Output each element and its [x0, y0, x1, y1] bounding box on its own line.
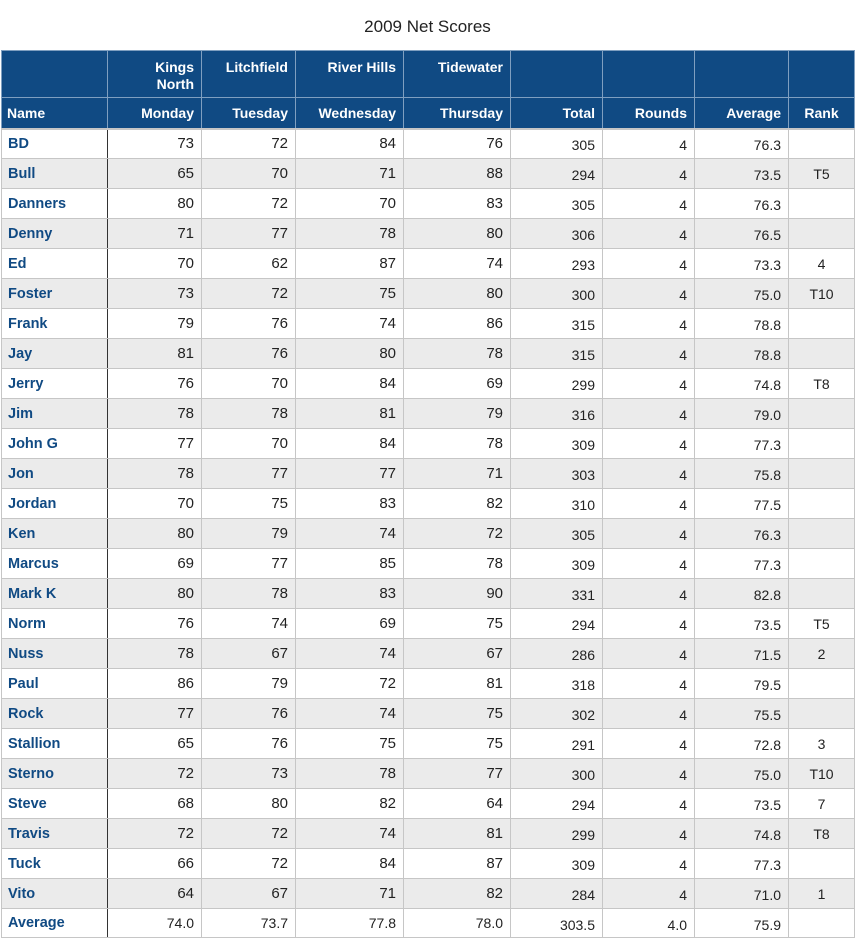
rank-cell: 2 [789, 639, 855, 669]
rounds-cell: 4 [603, 639, 695, 669]
score-tuesday: 77 [202, 459, 296, 489]
rank-cell [789, 549, 855, 579]
header-blank-cell [789, 51, 855, 98]
rank-cell [789, 189, 855, 219]
column-header-total: Total [511, 98, 603, 129]
player-name: Jay [2, 339, 108, 369]
total-cell: 309 [511, 849, 603, 879]
score-thursday: 71 [404, 459, 511, 489]
course-header: Kings North [108, 51, 202, 98]
score-wednesday: 75 [296, 279, 404, 309]
score-monday: 78 [108, 639, 202, 669]
score-thursday: 72 [404, 519, 511, 549]
player-name: Jordan [2, 489, 108, 519]
score-monday: 65 [108, 159, 202, 189]
course-header: Tidewater [404, 51, 511, 98]
total-cell: 294 [511, 789, 603, 819]
score-tuesday: 72 [202, 189, 296, 219]
player-name: Jim [2, 399, 108, 429]
table-row [2, 699, 855, 729]
rounds-cell: 4 [603, 729, 695, 759]
score-tuesday: 77 [202, 549, 296, 579]
rank-cell: 1 [789, 879, 855, 909]
average-row [2, 909, 855, 938]
rounds-cell: 4 [603, 609, 695, 639]
score-thursday: 78 [404, 429, 511, 459]
score-tuesday: 78 [202, 399, 296, 429]
score-wednesday: 84 [296, 369, 404, 399]
rank-cell [789, 489, 855, 519]
score-wednesday: 71 [296, 879, 404, 909]
table-row [2, 429, 855, 459]
score-wednesday: 85 [296, 549, 404, 579]
rounds-cell: 4 [603, 279, 695, 309]
rounds-cell: 4 [603, 369, 695, 399]
total-cell: 305 [511, 519, 603, 549]
course-header: River Hills [296, 51, 404, 98]
table-row [2, 399, 855, 429]
score-wednesday: 84 [296, 129, 404, 159]
score-tuesday: 67 [202, 879, 296, 909]
column-header-name: Name [2, 98, 108, 129]
table-row [2, 369, 855, 399]
score-wednesday: 78 [296, 219, 404, 249]
average-cell: 77.5 [695, 489, 789, 519]
average-cell: 75.0 [695, 759, 789, 789]
average-cell: 75.5 [695, 699, 789, 729]
score-tuesday: 70 [202, 429, 296, 459]
score-wednesday: 77.8 [296, 909, 404, 938]
score-thursday: 82 [404, 489, 511, 519]
rank-cell [789, 129, 855, 159]
score-wednesday: 82 [296, 789, 404, 819]
score-wednesday: 84 [296, 849, 404, 879]
rounds-cell: 4 [603, 429, 695, 459]
column-header-row [2, 98, 855, 129]
score-wednesday: 74 [296, 309, 404, 339]
score-thursday: 78 [404, 339, 511, 369]
table-row [2, 789, 855, 819]
average-cell: 74.8 [695, 369, 789, 399]
rounds-cell: 4 [603, 819, 695, 849]
score-thursday: 90 [404, 579, 511, 609]
score-tuesday: 79 [202, 669, 296, 699]
player-name: Ed [2, 249, 108, 279]
rounds-cell: 4 [603, 849, 695, 879]
score-tuesday: 78 [202, 579, 296, 609]
score-tuesday: 72 [202, 849, 296, 879]
score-monday: 73 [108, 129, 202, 159]
column-header-wednesday: Wednesday [296, 98, 404, 129]
score-thursday: 78.0 [404, 909, 511, 938]
total-cell: 309 [511, 429, 603, 459]
net-scores-table [1, 50, 855, 938]
rank-cell: T5 [789, 159, 855, 189]
rounds-cell: 4 [603, 459, 695, 489]
average-cell: 73.3 [695, 249, 789, 279]
rounds-cell: 4 [603, 699, 695, 729]
table-row [2, 519, 855, 549]
rank-cell [789, 909, 855, 938]
total-cell: 318 [511, 669, 603, 699]
score-thursday: 64 [404, 789, 511, 819]
total-cell: 306 [511, 219, 603, 249]
rounds-cell: 4 [603, 549, 695, 579]
score-monday: 79 [108, 309, 202, 339]
score-monday: 80 [108, 579, 202, 609]
table-row [2, 459, 855, 489]
score-monday: 66 [108, 849, 202, 879]
rounds-cell: 4 [603, 519, 695, 549]
score-wednesday: 87 [296, 249, 404, 279]
total-cell: 293 [511, 249, 603, 279]
total-cell: 303 [511, 459, 603, 489]
score-tuesday: 80 [202, 789, 296, 819]
table-row [2, 549, 855, 579]
total-cell: 316 [511, 399, 603, 429]
table-row [2, 879, 855, 909]
score-monday: 77 [108, 699, 202, 729]
rank-cell: T10 [789, 279, 855, 309]
score-tuesday: 62 [202, 249, 296, 279]
average-cell: 76.3 [695, 519, 789, 549]
total-cell: 310 [511, 489, 603, 519]
score-tuesday: 73.7 [202, 909, 296, 938]
average-cell: 77.3 [695, 549, 789, 579]
score-monday: 70 [108, 489, 202, 519]
header-blank-cell [603, 51, 695, 98]
average-cell: 74.8 [695, 819, 789, 849]
average-cell: 75.0 [695, 279, 789, 309]
rounds-cell: 4 [603, 399, 695, 429]
rank-cell: T5 [789, 609, 855, 639]
total-cell: 286 [511, 639, 603, 669]
score-thursday: 77 [404, 759, 511, 789]
rank-cell [789, 669, 855, 699]
player-name: Sterno [2, 759, 108, 789]
total-cell: 305 [511, 189, 603, 219]
rank-cell [789, 339, 855, 369]
score-monday: 72 [108, 819, 202, 849]
rank-cell: T8 [789, 369, 855, 399]
player-name: Danners [2, 189, 108, 219]
rank-cell [789, 699, 855, 729]
score-wednesday: 70 [296, 189, 404, 219]
rounds-cell: 4 [603, 189, 695, 219]
rank-cell: T8 [789, 819, 855, 849]
player-name: Travis [2, 819, 108, 849]
total-cell: 331 [511, 579, 603, 609]
score-monday: 64 [108, 879, 202, 909]
average-cell: 78.8 [695, 309, 789, 339]
total-cell: 284 [511, 879, 603, 909]
player-name: Average [2, 909, 108, 938]
header-blank-cell [2, 51, 108, 98]
table-row [2, 639, 855, 669]
table-row [2, 189, 855, 219]
score-thursday: 75 [404, 609, 511, 639]
score-thursday: 75 [404, 729, 511, 759]
score-monday: 68 [108, 789, 202, 819]
average-cell: 71.5 [695, 639, 789, 669]
rounds-cell: 4 [603, 879, 695, 909]
score-thursday: 81 [404, 819, 511, 849]
rank-cell [789, 219, 855, 249]
player-name: Bull [2, 159, 108, 189]
player-name: Vito [2, 879, 108, 909]
total-cell: 315 [511, 309, 603, 339]
score-tuesday: 70 [202, 159, 296, 189]
course-header-row [2, 51, 855, 98]
average-cell: 73.5 [695, 789, 789, 819]
score-wednesday: 83 [296, 489, 404, 519]
score-monday: 65 [108, 729, 202, 759]
score-monday: 78 [108, 399, 202, 429]
rounds-cell: 4 [603, 789, 695, 819]
rank-cell [789, 849, 855, 879]
score-thursday: 76 [404, 129, 511, 159]
rank-cell: 7 [789, 789, 855, 819]
score-thursday: 82 [404, 879, 511, 909]
rank-cell [789, 399, 855, 429]
table-row [2, 729, 855, 759]
score-monday: 81 [108, 339, 202, 369]
score-thursday: 80 [404, 219, 511, 249]
score-monday: 80 [108, 189, 202, 219]
rounds-cell: 4 [603, 219, 695, 249]
total-cell: 294 [511, 609, 603, 639]
rank-cell [789, 519, 855, 549]
total-cell: 299 [511, 369, 603, 399]
score-tuesday: 75 [202, 489, 296, 519]
player-name: Jon [2, 459, 108, 489]
score-wednesday: 81 [296, 399, 404, 429]
score-thursday: 79 [404, 399, 511, 429]
average-cell: 75.9 [695, 909, 789, 938]
average-cell: 73.5 [695, 609, 789, 639]
score-monday: 70 [108, 249, 202, 279]
total-cell: 291 [511, 729, 603, 759]
rounds-cell: 4 [603, 129, 695, 159]
table-row [2, 219, 855, 249]
score-tuesday: 76 [202, 699, 296, 729]
table-row [2, 489, 855, 519]
column-header-tuesday: Tuesday [202, 98, 296, 129]
score-wednesday: 74 [296, 699, 404, 729]
score-wednesday: 80 [296, 339, 404, 369]
player-name: Steve [2, 789, 108, 819]
score-monday: 71 [108, 219, 202, 249]
column-header-average: Average [695, 98, 789, 129]
score-wednesday: 77 [296, 459, 404, 489]
score-monday: 76 [108, 369, 202, 399]
average-cell: 75.8 [695, 459, 789, 489]
average-cell: 79.5 [695, 669, 789, 699]
player-name: Ken [2, 519, 108, 549]
player-name: Tuck [2, 849, 108, 879]
score-thursday: 80 [404, 279, 511, 309]
column-header-rounds: Rounds [603, 98, 695, 129]
average-cell: 76.3 [695, 189, 789, 219]
player-name: Paul [2, 669, 108, 699]
table-row [2, 309, 855, 339]
rounds-cell: 4 [603, 339, 695, 369]
score-thursday: 88 [404, 159, 511, 189]
score-monday: 78 [108, 459, 202, 489]
score-tuesday: 73 [202, 759, 296, 789]
score-tuesday: 76 [202, 339, 296, 369]
table-row [2, 279, 855, 309]
table-row [2, 819, 855, 849]
rank-cell [789, 579, 855, 609]
rounds-cell: 4 [603, 489, 695, 519]
rounds-cell: 4 [603, 249, 695, 279]
score-wednesday: 72 [296, 669, 404, 699]
score-wednesday: 71 [296, 159, 404, 189]
column-header-monday: Monday [108, 98, 202, 129]
player-name: Rock [2, 699, 108, 729]
score-thursday: 67 [404, 639, 511, 669]
average-cell: 76.5 [695, 219, 789, 249]
player-name: Nuss [2, 639, 108, 669]
rounds-cell: 4 [603, 669, 695, 699]
total-cell: 309 [511, 549, 603, 579]
player-name: Marcus [2, 549, 108, 579]
average-cell: 71.0 [695, 879, 789, 909]
table-row [2, 669, 855, 699]
rounds-cell: 4 [603, 759, 695, 789]
rank-cell: T10 [789, 759, 855, 789]
column-header-rank: Rank [789, 98, 855, 129]
score-thursday: 69 [404, 369, 511, 399]
average-cell: 79.0 [695, 399, 789, 429]
score-tuesday: 72 [202, 129, 296, 159]
score-monday: 86 [108, 669, 202, 699]
score-monday: 80 [108, 519, 202, 549]
player-name: John G [2, 429, 108, 459]
player-name: Mark K [2, 579, 108, 609]
player-name: Foster [2, 279, 108, 309]
average-cell: 73.5 [695, 159, 789, 189]
table-row [2, 159, 855, 189]
score-thursday: 83 [404, 189, 511, 219]
total-cell: 299 [511, 819, 603, 849]
header-blank-cell [695, 51, 789, 98]
score-wednesday: 78 [296, 759, 404, 789]
score-thursday: 86 [404, 309, 511, 339]
rounds-cell: 4 [603, 579, 695, 609]
score-tuesday: 74 [202, 609, 296, 639]
player-name: Frank [2, 309, 108, 339]
score-tuesday: 76 [202, 309, 296, 339]
player-name: Jerry [2, 369, 108, 399]
table-row [2, 129, 855, 159]
rank-cell [789, 459, 855, 489]
total-cell: 303.5 [511, 909, 603, 938]
total-cell: 300 [511, 759, 603, 789]
score-monday: 77 [108, 429, 202, 459]
score-thursday: 81 [404, 669, 511, 699]
score-tuesday: 70 [202, 369, 296, 399]
average-cell: 77.3 [695, 849, 789, 879]
player-name: Norm [2, 609, 108, 639]
table-row [2, 579, 855, 609]
score-wednesday: 84 [296, 429, 404, 459]
table-row [2, 609, 855, 639]
total-cell: 315 [511, 339, 603, 369]
player-name: Stallion [2, 729, 108, 759]
rank-cell [789, 309, 855, 339]
course-header: Litchfield [202, 51, 296, 98]
player-name: Denny [2, 219, 108, 249]
rank-cell: 3 [789, 729, 855, 759]
score-thursday: 78 [404, 549, 511, 579]
score-monday: 69 [108, 549, 202, 579]
total-cell: 300 [511, 279, 603, 309]
score-tuesday: 72 [202, 819, 296, 849]
score-monday: 74.0 [108, 909, 202, 938]
score-tuesday: 67 [202, 639, 296, 669]
table-row [2, 339, 855, 369]
rank-cell [789, 429, 855, 459]
average-cell: 82.8 [695, 579, 789, 609]
score-tuesday: 72 [202, 279, 296, 309]
score-wednesday: 83 [296, 579, 404, 609]
average-cell: 78.8 [695, 339, 789, 369]
score-tuesday: 77 [202, 219, 296, 249]
score-tuesday: 79 [202, 519, 296, 549]
table-row [2, 849, 855, 879]
rounds-cell: 4 [603, 309, 695, 339]
average-cell: 77.3 [695, 429, 789, 459]
total-cell: 305 [511, 129, 603, 159]
player-name: BD [2, 129, 108, 159]
score-wednesday: 74 [296, 639, 404, 669]
column-header-thursday: Thursday [404, 98, 511, 129]
average-cell: 76.3 [695, 129, 789, 159]
score-wednesday: 74 [296, 519, 404, 549]
total-cell: 302 [511, 699, 603, 729]
score-monday: 72 [108, 759, 202, 789]
score-thursday: 74 [404, 249, 511, 279]
score-wednesday: 75 [296, 729, 404, 759]
score-monday: 73 [108, 279, 202, 309]
page-title: 2009 Net Scores [364, 17, 491, 36]
score-wednesday: 69 [296, 609, 404, 639]
table-row [2, 249, 855, 279]
score-monday: 76 [108, 609, 202, 639]
table-row [2, 759, 855, 789]
score-tuesday: 76 [202, 729, 296, 759]
score-thursday: 75 [404, 699, 511, 729]
score-thursday: 87 [404, 849, 511, 879]
rounds-cell: 4 [603, 159, 695, 189]
header-blank-cell [511, 51, 603, 98]
total-cell: 294 [511, 159, 603, 189]
score-wednesday: 74 [296, 819, 404, 849]
rounds-cell: 4.0 [603, 909, 695, 938]
rank-cell: 4 [789, 249, 855, 279]
average-cell: 72.8 [695, 729, 789, 759]
